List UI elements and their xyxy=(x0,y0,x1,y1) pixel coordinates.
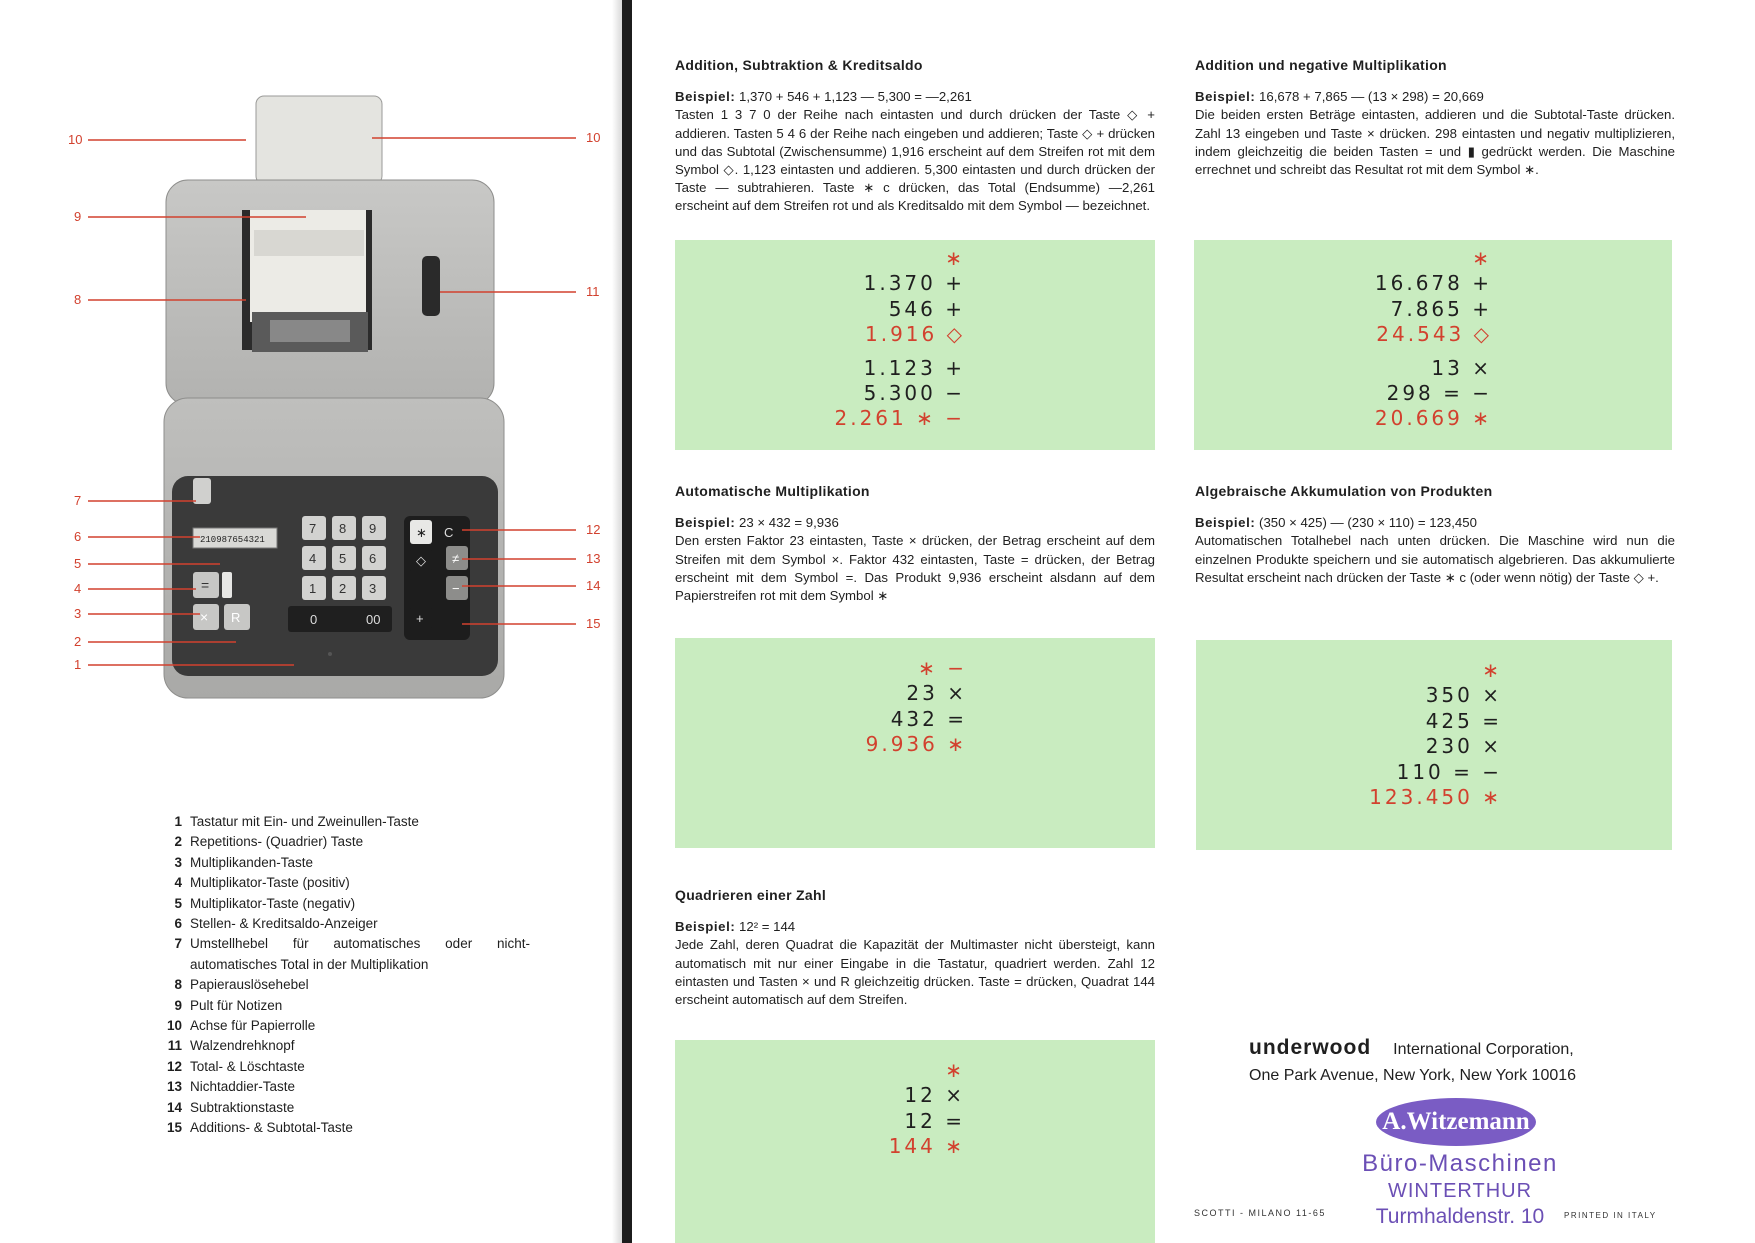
tape-line: ∗ xyxy=(1482,658,1502,682)
printed-in-italy: PRINTED IN ITALY xyxy=(1564,1211,1657,1220)
tape-line: 1.370 + xyxy=(863,271,965,296)
tape-line: 12 × xyxy=(904,1083,965,1108)
callout-number: 13 xyxy=(586,551,601,566)
numeric-key-label: 7 xyxy=(309,521,317,536)
zero-key-label: 0 xyxy=(310,612,318,627)
example-text: 1,370 + 546 + 1,123 — 5,300 = —2,261 xyxy=(739,89,972,105)
brand-name: underwood xyxy=(1249,1036,1372,1059)
example-label: Beispiel: xyxy=(1195,89,1256,105)
example-line xyxy=(675,88,1155,106)
legend-text: Multiplikanden-Taste xyxy=(190,854,314,870)
callout-number: 12 xyxy=(586,522,601,537)
tape-line: 298 = − xyxy=(1386,380,1492,405)
dealer-stamp-logo: A.Witzemann xyxy=(1376,1098,1536,1146)
publisher-address: One Park Avenue, New York, New York 10016 xyxy=(1249,1067,1577,1084)
numeric-key-label: 6 xyxy=(369,551,377,566)
digit-indicator-text: 210987654321 xyxy=(200,535,265,545)
legend-number: 6 xyxy=(174,916,182,932)
example-text: (350 × 425) — (230 × 110) = 123,450 xyxy=(1259,515,1477,531)
legend-item xyxy=(150,873,530,893)
callout-number: 7 xyxy=(74,493,82,508)
tape-line: 432 = xyxy=(890,706,967,731)
section-addition-subtraction xyxy=(675,56,1155,216)
platen-knob xyxy=(422,256,440,316)
callout-number: 14 xyxy=(586,578,601,593)
legend-number: 2 xyxy=(174,834,182,850)
legend-number: 1 xyxy=(174,814,182,829)
legend-number: 3 xyxy=(174,854,182,870)
legend-number: 13 xyxy=(166,1079,182,1095)
legend-item xyxy=(150,1098,530,1118)
dealer-stamp-line3: Turmhaldenstr. 10 xyxy=(1375,1205,1545,1228)
callout-number: 2 xyxy=(74,634,82,649)
numeric-key-label: 9 xyxy=(369,521,377,536)
tape-line: 5.300 − xyxy=(863,380,965,405)
legend-text: Umstellhebel für automatisches oder nicht-automatisches Total in der Multiplikation xyxy=(190,936,530,972)
legend-number: 12 xyxy=(166,1058,182,1074)
numeric-key-label: 1 xyxy=(309,581,317,596)
function-key-label: C xyxy=(444,525,454,540)
callout-number: 1 xyxy=(74,657,82,672)
callout-number: 15 xyxy=(586,616,601,631)
tape-line: 230 × xyxy=(1425,734,1502,759)
section-title: Quadrieren einer Zahl xyxy=(675,887,827,903)
tape-line: 123.450 ∗ xyxy=(1369,784,1502,809)
notes-desk xyxy=(254,230,364,256)
numeric-key-label: 8 xyxy=(339,521,347,536)
tape-line: 7.865 + xyxy=(1390,296,1492,321)
legend-number: 5 xyxy=(174,895,182,911)
legend-item xyxy=(150,1057,530,1077)
repeat-key-label: R xyxy=(231,610,241,625)
legend-text: Nichtaddier-Taste xyxy=(190,1079,296,1095)
tape-line: 2.261 ∗ − xyxy=(834,406,965,431)
callout-number: 10 xyxy=(68,132,83,147)
callout-number: 3 xyxy=(74,606,82,621)
legend-number: 4 xyxy=(174,875,182,891)
callout-number: 5 xyxy=(74,556,82,571)
paper-roll xyxy=(256,96,382,184)
section-body: Tasten 1 3 7 0 der Reihe nach eintasten und durch drücken der Taste ◇ + addieren. Tasten 5 4 6 der Reihe nach eingeben und addieren; Taste ◇ + drücken und das Subtotal (Zwischensumme) 1,916 erscheint auf dem Streifen rot mit dem Symbol ◇. 1,123 eintasten und addieren. 5,300 eintasten und durch drücken der Taste — subtrahieren. Taste ∗ c drücken, das Total (Endsumme) —2,261 erscheint auf dem Streifen rot und als Kreditsaldo mit dem Symbol — bezeichnet. xyxy=(675,107,1155,214)
callout-number: 11 xyxy=(586,284,600,299)
function-key-label: ◇ xyxy=(416,553,426,568)
section-title: Addition und negative Multiplikation xyxy=(1195,57,1447,73)
tape-line: 546 + xyxy=(888,296,965,321)
example-text: 23 × 432 = 9,936 xyxy=(739,515,839,531)
legend-item xyxy=(150,1077,530,1097)
indicator-dot xyxy=(328,652,332,656)
tape-squaring xyxy=(675,1040,1155,1243)
tape-line: ∗ xyxy=(945,246,965,270)
legend-text: Papierauslösehebel xyxy=(190,977,309,993)
multiplier-positive-key-label: = xyxy=(201,577,210,593)
tape-automatic-multiplication xyxy=(675,638,1155,848)
tape-line: 1.916 ◇ xyxy=(865,322,965,347)
legend-item xyxy=(150,934,530,975)
paper-strip xyxy=(250,210,366,322)
callout-number: 8 xyxy=(74,292,82,307)
function-key-label: ≠ xyxy=(452,551,460,566)
numeric-key-label: 5 xyxy=(339,551,347,566)
multiplicand-key-label: × xyxy=(200,609,209,625)
tape-line: 16.678 + xyxy=(1374,271,1492,296)
brand-rest: International Corporation, xyxy=(1393,1041,1574,1058)
legend-text: Pult für Notizen xyxy=(190,997,283,1013)
tape-line: 110 = − xyxy=(1396,759,1502,784)
section-body: Jede Zahl, deren Quadrat die Kapazität der Multimaster nicht übersteigt, kann automatisch mit nur einer Eingabe in die Tastatur, quadriert werden. Zahl 12 eintasten und Tasten × und R gleichzeitig drücken. Taste = drücken, Quadrat 144 erscheint automatisch auf dem Streifen. xyxy=(675,937,1155,1008)
section-algebraic-accumulation xyxy=(1195,482,1675,587)
double-zero-key-label: 00 xyxy=(366,612,381,627)
section-title: Algebraische Akkumulation von Produkten xyxy=(1195,483,1493,499)
legend-text: Walzendrehknopf xyxy=(190,1038,295,1054)
publisher-line xyxy=(1249,1036,1574,1060)
tape-algebraic-accumulation xyxy=(1196,640,1672,850)
legend-item xyxy=(150,914,530,934)
function-key-label: ∗ xyxy=(416,525,427,540)
section-body: Automatischen Totalhebel nach unten drücken. Die Maschine wird nun die einzelnen Produkte speichern und sie automatisch algebrieren. Das akkumulierte Resultat erscheint nach drücken der Taste ∗ c (oder wenn nötig) der Taste ◇ +. xyxy=(1195,533,1675,585)
printer-credit: SCOTTI - MILANO 11-65 xyxy=(1194,1208,1326,1218)
numeric-key-label: 2 xyxy=(339,581,347,596)
legend-item xyxy=(150,975,530,995)
legend-number: 8 xyxy=(174,977,182,993)
tape-line: 13 × xyxy=(1431,355,1492,380)
legend-text: Tastatur mit Ein- und Zweinullen-Taste xyxy=(190,814,419,829)
tape-line: 9.936 ∗ xyxy=(865,732,967,757)
example-text: 16,678 + 7,865 — (13 × 298) = 20,669 xyxy=(1259,89,1484,105)
legend-item xyxy=(150,853,530,873)
legend-text: Additions- & Subtotal-Taste xyxy=(190,1120,353,1136)
tape-line: 144 ∗ xyxy=(888,1134,965,1159)
legend-text: Multiplikator-Taste (positiv) xyxy=(190,875,350,891)
example-label: Beispiel: xyxy=(675,515,736,531)
calculator-illustration xyxy=(0,0,620,760)
legend-number: 14 xyxy=(166,1099,182,1115)
section-body: Den ersten Faktor 23 eintasten, Taste × drücken, der Betrag erscheint auf dem Streifen mit dem Symbol ×. Faktor 432 eintasten, Taste = drücken, der Betrag erscheint mit dem Symbol =. Das Produkt 9,936 erscheint alsdann auf dem Papierstreifen rot mit dem Symbol ∗ xyxy=(675,533,1155,604)
legend-item xyxy=(150,1118,530,1138)
page-spine xyxy=(622,0,632,1243)
numeric-key-label: 4 xyxy=(309,551,317,566)
tape-line: 425 = xyxy=(1425,708,1502,733)
legend-number: 11 xyxy=(167,1038,182,1054)
example-label: Beispiel: xyxy=(1195,515,1256,531)
tape-line: ∗ xyxy=(945,1058,965,1082)
legend-text: Repetitions- (Quadrier) Taste xyxy=(190,834,364,850)
numeric-key-label: 3 xyxy=(369,581,377,596)
section-body: Die beiden ersten Beträge eintasten, addieren und die Subtotal-Taste drücken. Zahl 13 eingeben und Taste × drücken. 298 eintasten und negativ multiplizieren, indem gleichzeitig die beiden Tasten = und ▮ gedrückt werden. Die Maschine errechnet und schreibt das Resultat rot mit dem Symbol ∗. xyxy=(1195,107,1675,178)
section-title: Addition, Subtraktion & Kreditsaldo xyxy=(675,57,923,73)
tape-line: 1.123 + xyxy=(863,355,965,380)
legend-item xyxy=(150,812,530,832)
total-lever xyxy=(193,478,211,504)
legend-item xyxy=(150,832,530,852)
tape-line: ∗ − xyxy=(918,656,967,680)
tape-line: 24.543 ◇ xyxy=(1376,322,1492,347)
print-mechanism xyxy=(270,320,350,342)
tape-line: 350 × xyxy=(1425,683,1502,708)
tape-negative-multiplication xyxy=(1194,240,1672,450)
legend-text: Achse für Papierrolle xyxy=(190,1018,316,1034)
legend-text: Stellen- & Kreditsaldo-Anzeiger xyxy=(190,916,378,932)
example-line xyxy=(1195,514,1675,532)
legend-text: Total- & Löschtaste xyxy=(190,1058,305,1074)
tape-line: 23 × xyxy=(906,681,967,706)
section-squaring xyxy=(675,886,1155,1009)
section-title: Automatische Multiplikation xyxy=(675,483,870,499)
tape-line: 20.669 ∗ xyxy=(1374,406,1492,431)
legend-item xyxy=(150,894,530,914)
legend-text: Subtraktionstaste xyxy=(190,1099,295,1115)
callout-number: 4 xyxy=(74,581,82,596)
legend-number: 9 xyxy=(174,997,182,1013)
example-label: Beispiel: xyxy=(675,919,736,935)
tape-line: 12 = xyxy=(904,1108,965,1133)
callout-number: 9 xyxy=(74,209,82,224)
multiplier-negative-key xyxy=(222,572,232,598)
example-text: 12² = 144 xyxy=(739,919,796,935)
callout-number: 6 xyxy=(74,529,82,544)
legend-number: 15 xyxy=(166,1120,182,1136)
legend-text: Multiplikator-Taste (negativ) xyxy=(190,895,356,911)
dealer-stamp-line2: WINTERTHUR xyxy=(1387,1180,1533,1202)
legend-item xyxy=(150,1036,530,1056)
function-key-label: − xyxy=(452,581,460,596)
example-label: Beispiel: xyxy=(675,89,736,105)
parts-legend xyxy=(150,812,530,1139)
section-automatic-multiplication xyxy=(675,482,1155,605)
legend-number: 7 xyxy=(174,936,182,952)
function-key-label: + xyxy=(416,611,424,626)
tape-line: ∗ xyxy=(1472,246,1492,270)
section-negative-multiplication xyxy=(1195,56,1675,179)
dealer-stamp-line1: Büro-Maschinen xyxy=(1362,1150,1558,1177)
callout-number: 10 xyxy=(586,130,601,145)
example-line xyxy=(1195,88,1675,106)
tape-addition-subtraction xyxy=(675,240,1155,450)
legend-item xyxy=(150,996,530,1016)
example-line xyxy=(675,918,1155,936)
legend-number: 10 xyxy=(166,1018,182,1034)
legend-item xyxy=(150,1016,530,1036)
example-line xyxy=(675,514,1155,532)
